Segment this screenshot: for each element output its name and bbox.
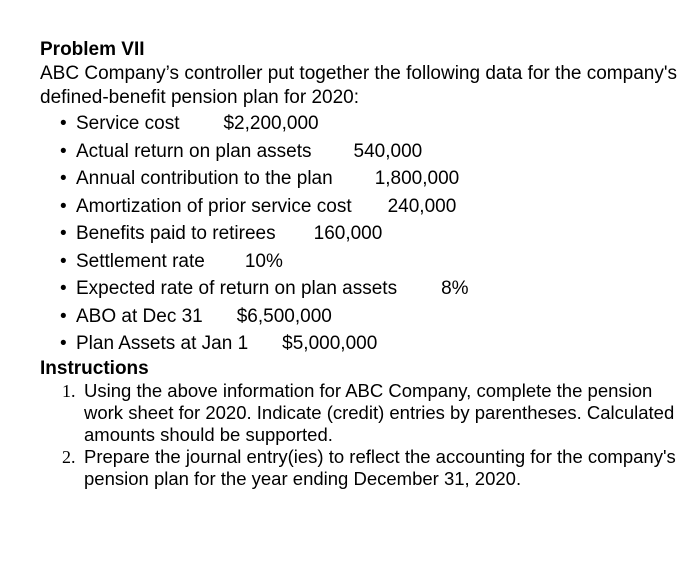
step-number: 1. bbox=[62, 380, 76, 401]
list-item bbox=[60, 275, 680, 303]
item-value: $2,200,000 bbox=[223, 113, 319, 134]
item-label: ABO at Dec 31 bbox=[76, 305, 203, 327]
problem-title: Problem VII bbox=[40, 39, 145, 60]
problem-document bbox=[40, 38, 680, 490]
data-list bbox=[40, 110, 680, 358]
list-item bbox=[60, 330, 680, 358]
list-item bbox=[60, 248, 680, 276]
step-text: Using the above information for ABC Company, complete the pension work sheet for 2020. Indicate (credit) entries by parentheses. Calculated amounts should be supported. bbox=[84, 379, 675, 445]
list-item bbox=[62, 446, 680, 490]
item-label: Plan Assets at Jan 1 bbox=[76, 333, 249, 354]
list-item bbox=[60, 110, 680, 138]
item-value: 540,000 bbox=[353, 140, 423, 162]
item-value: 1,800,000 bbox=[374, 168, 460, 189]
problem-intro: ABC Company’s controller put together the following data for the company's defined-benefit pension plan for 2020: bbox=[40, 63, 677, 108]
list-item bbox=[60, 303, 680, 331]
bullet-icon: • bbox=[60, 168, 67, 189]
item-value: 8% bbox=[441, 278, 469, 299]
item-value: $6,500,000 bbox=[236, 305, 332, 327]
item-label: Amortization of prior service cost bbox=[76, 195, 352, 217]
bullet-icon: • bbox=[60, 305, 67, 327]
step-number: 2. bbox=[62, 446, 76, 467]
item-value: 240,000 bbox=[387, 195, 457, 217]
step-text: Prepare the journal entry(ies) to reflect the accounting for the company's pension plan for the year ending December 31, 2020. bbox=[84, 445, 676, 489]
list-item bbox=[60, 138, 680, 166]
list-item bbox=[60, 165, 680, 193]
bullet-icon: • bbox=[60, 278, 67, 299]
item-label: Annual contribution to the plan bbox=[76, 168, 333, 189]
bullet-icon: • bbox=[60, 333, 67, 354]
item-value: 160,000 bbox=[313, 223, 383, 244]
list-item bbox=[60, 193, 680, 221]
bullet-icon: • bbox=[60, 140, 67, 162]
instructions-list bbox=[40, 380, 680, 490]
item-value: $5,000,000 bbox=[282, 333, 378, 354]
item-label: Settlement rate bbox=[76, 250, 205, 272]
list-item bbox=[60, 220, 680, 248]
bullet-icon: • bbox=[60, 113, 67, 134]
item-label: Expected rate of return on plan assets bbox=[76, 278, 398, 299]
list-item bbox=[62, 380, 680, 446]
bullet-icon: • bbox=[60, 223, 67, 244]
item-value: 10% bbox=[244, 250, 283, 272]
instructions-title: Instructions bbox=[40, 357, 149, 379]
bullet-icon: • bbox=[60, 195, 67, 217]
item-label: Service cost bbox=[76, 113, 180, 134]
item-label: Benefits paid to retirees bbox=[76, 223, 276, 244]
bullet-icon: • bbox=[60, 250, 67, 272]
item-label: Actual return on plan assets bbox=[76, 140, 312, 162]
